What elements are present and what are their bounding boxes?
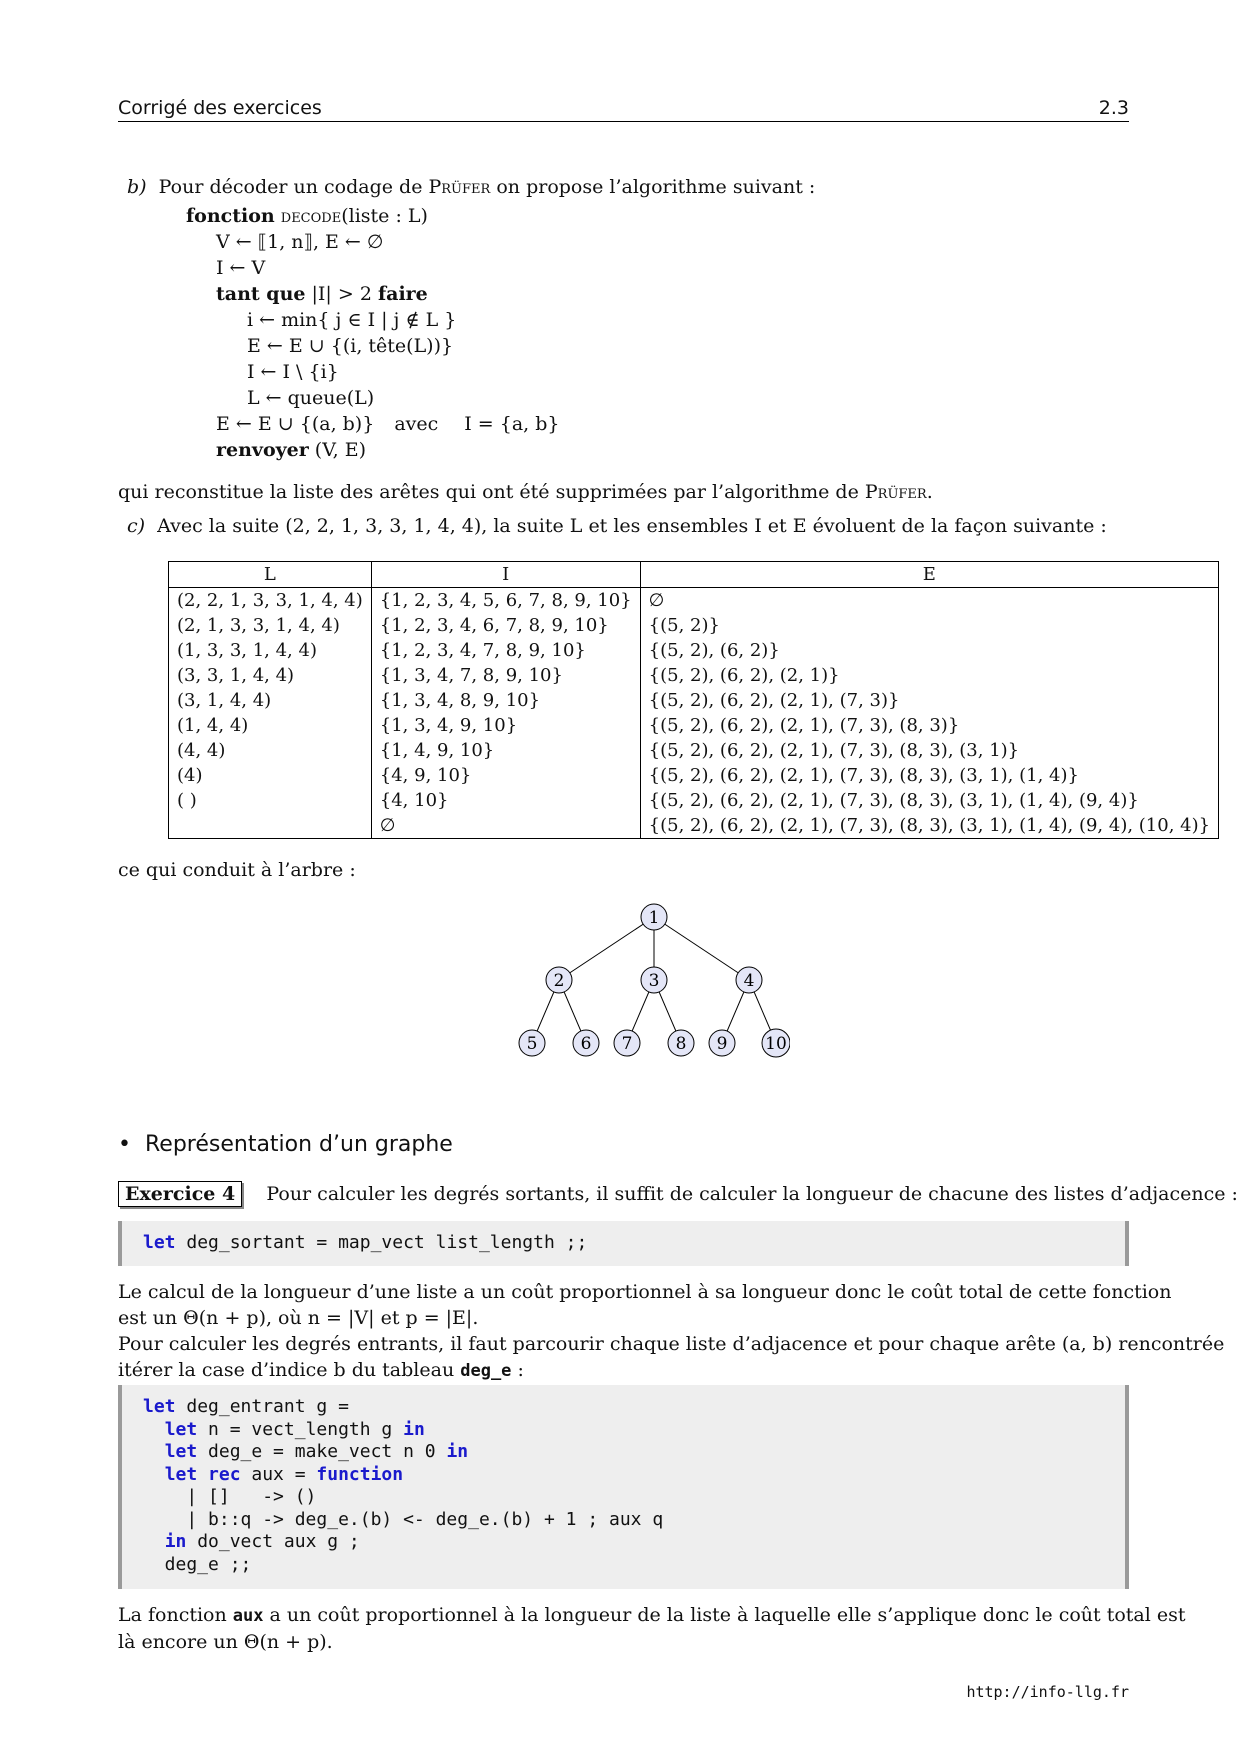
- part-b-label: b): [127, 176, 147, 198]
- table-row: [169, 663, 1219, 688]
- part-c-intro: c) Avec la suite (2, 2, 1, 3, 3, 1, 4, 4), la suite L et les ensembles I et E évoluent de la façon suivante :: [127, 515, 1107, 537]
- tree-node-label: 7: [621, 1034, 633, 1054]
- code-line: [122, 1486, 1125, 1509]
- paragraph-cost: Le calcul de la longueur d’une liste a un coût proportionnel à sa longueur donc le coût total de cette fonction est un Θ(n + p), où n = |V| et p = |E|. Pour calculer les degrés entrants, il faut parcourir chaque liste d’adjacence et pour chaque arête (a, b) rencontrée itérer la case d’indice b du tableau deg_e :: [118, 1281, 1225, 1381]
- table-cell-e: {(5, 2)}: [640, 613, 1218, 638]
- code-line: [122, 1441, 1125, 1464]
- code-keyword: function: [316, 1463, 404, 1485]
- code-block-deg-entrant: [118, 1385, 1129, 1589]
- code-line: [122, 1531, 1125, 1554]
- table-cell-i: {1, 3, 4, 7, 8, 9, 10}: [371, 663, 640, 688]
- algo-line-4: E ← E ∪ {(i, tête(L))}: [247, 335, 454, 357]
- table-cell-i: {1, 2, 3, 4, 7, 8, 9, 10}: [371, 638, 640, 663]
- code-text: | [] -> (): [143, 1486, 317, 1507]
- decode-algorithm: [186, 203, 586, 463]
- tree-node-label: 5: [526, 1034, 538, 1054]
- table-cell-i: {1, 3, 4, 8, 9, 10}: [371, 688, 640, 713]
- table-header-e: E: [640, 562, 1218, 588]
- table-row: [169, 613, 1219, 638]
- table-cell-i: {1, 4, 9, 10}: [371, 738, 640, 763]
- tree-node: [668, 1030, 694, 1056]
- tree-node-label: 8: [675, 1034, 687, 1054]
- code-text: deg_entrant g =: [175, 1396, 349, 1417]
- code-keyword: let rec: [164, 1463, 241, 1485]
- table-cell-i: {1, 2, 3, 4, 6, 7, 8, 9, 10}: [371, 613, 640, 638]
- tree-node: [641, 967, 667, 993]
- code-text: [143, 1419, 165, 1440]
- header-section-number: 2.3: [1098, 97, 1129, 119]
- algo-return: renvoyer (V, E): [216, 439, 366, 461]
- algo-while: tant que |I| > 2 faire: [216, 283, 428, 305]
- table-row: [169, 588, 1219, 614]
- tree-node: [614, 1030, 640, 1056]
- code-text: deg_e = make_vect n 0: [197, 1441, 447, 1462]
- code-text: deg_e ;;: [143, 1553, 252, 1575]
- algo-line-3: i ← min{ j ∈ I | j ∉ L }: [247, 309, 457, 331]
- table-cell-l: (3, 1, 4, 4): [169, 688, 372, 713]
- table-row: [169, 763, 1219, 788]
- tree-edge: [654, 917, 749, 980]
- tree-node: [641, 904, 667, 930]
- table-body: [169, 588, 1219, 839]
- code-text: [143, 1531, 165, 1552]
- code-line: [122, 1232, 1125, 1255]
- code-line: [122, 1419, 1125, 1442]
- code-keyword: let: [164, 1418, 198, 1440]
- table-header-i: I: [371, 562, 640, 588]
- table-row: [169, 713, 1219, 738]
- table-cell-l: (3, 3, 1, 4, 4): [169, 663, 372, 688]
- algo-line-5: I ← I \ {i}: [247, 361, 339, 383]
- table-cell-l: (2, 2, 1, 3, 3, 1, 4, 4): [169, 588, 372, 614]
- tree-node-label: 4: [743, 971, 755, 991]
- exercise-label: Exercice 4: [118, 1181, 242, 1207]
- tree-nodes: [519, 904, 790, 1057]
- table-cell-i: {1, 2, 3, 4, 5, 6, 7, 8, 9, 10}: [371, 588, 640, 614]
- algo-line-7: E ← E ∪ {(a, b)} avec I = {a, b}: [216, 413, 560, 435]
- paragraph-aux-cost: La fonction aux a un coût proportionnel à la longueur de la liste à laquelle elle s’applique donc le coût total est là encore un Θ(n + p).: [118, 1604, 1186, 1653]
- inline-code-deg-e: deg_e: [460, 1361, 512, 1381]
- code-text: do_vect aux g ;: [186, 1531, 360, 1552]
- code-line: [122, 1509, 1125, 1532]
- tree-intro: ce qui conduit à l’arbre :: [118, 859, 356, 881]
- table-cell-e: {(5, 2), (6, 2)}: [640, 638, 1218, 663]
- table-cell-l: (2, 1, 3, 3, 1, 4, 4): [169, 613, 372, 638]
- table-row: [169, 638, 1219, 663]
- code-keyword: in: [446, 1441, 469, 1462]
- table-cell-l: (4, 4): [169, 738, 372, 763]
- table-cell-i: ∅: [371, 813, 640, 839]
- algo-function-name: decode: [280, 205, 342, 227]
- code-text: deg_sortant = map_vect list_length ;;: [175, 1232, 588, 1253]
- table-cell-l: (1, 3, 3, 1, 4, 4): [169, 638, 372, 663]
- code-keyword: in: [403, 1418, 425, 1440]
- algo-line-6: L ← queue(L): [247, 387, 375, 409]
- table-cell-e: {(5, 2), (6, 2), (2, 1), (7, 3), (8, 3), (3, 1), (1, 4)}: [640, 763, 1218, 788]
- header-title: Corrigé des exercices: [118, 97, 322, 119]
- tree-node: [736, 967, 762, 993]
- algo-line-2: I ← V: [216, 257, 266, 279]
- code-text: [143, 1464, 165, 1485]
- algo-signature: fonction decode(liste : L): [186, 205, 428, 227]
- code-text: | b::q -> deg_e.(b) <- deg_e.(b) + 1 ; aux q: [143, 1508, 664, 1530]
- table-cell-e: {(5, 2), (6, 2), (2, 1), (7, 3), (8, 3)}: [640, 713, 1218, 738]
- footer-url[interactable]: http://info-llg.fr: [966, 1683, 1129, 1701]
- exercise-4-intro: Exercice 4 Pour calculer les degrés sortants, il suffit de calculer la longueur de chacune des listes d’adjacence :: [118, 1181, 1238, 1207]
- tree-node-label: 1: [648, 908, 660, 928]
- table-row: [169, 788, 1219, 813]
- table-cell-i: {4, 10}: [371, 788, 640, 813]
- table-cell-i: {4, 9, 10}: [371, 763, 640, 788]
- table-row: [169, 813, 1219, 839]
- code-keyword: let: [164, 1441, 198, 1462]
- table-row: [169, 738, 1219, 763]
- code-line: [122, 1464, 1125, 1487]
- tree-node-label: 2: [553, 971, 565, 991]
- code-text: aux =: [240, 1463, 317, 1485]
- part-c-label: c): [127, 515, 146, 537]
- tree-node: [519, 1030, 545, 1056]
- code-keyword: let: [143, 1396, 176, 1417]
- table-cell-l: [169, 813, 372, 839]
- table-cell-l: (1, 4, 4): [169, 713, 372, 738]
- code-keyword: in: [164, 1531, 187, 1552]
- code-line: [122, 1554, 1125, 1577]
- table-cell-i: {1, 3, 4, 9, 10}: [371, 713, 640, 738]
- tree-node-label: 9: [716, 1034, 728, 1054]
- algo-line-1: V ← ⟦1, n⟧, E ← ∅: [216, 231, 384, 253]
- part-b-outro: qui reconstitue la liste des arêtes qui ont été supprimées par l’algorithme de Prüfer.: [118, 481, 933, 503]
- code-text: n = vect_length g: [197, 1418, 404, 1440]
- section-heading: [118, 1132, 453, 1157]
- table-cell-l: (4): [169, 763, 372, 788]
- table-header-l: L: [169, 562, 372, 588]
- evolution-table: [168, 561, 1219, 839]
- code-keyword: let: [143, 1232, 176, 1253]
- tree-node: [709, 1030, 735, 1056]
- table-cell-e: {(5, 2), (6, 2), (2, 1), (7, 3), (8, 3), (3, 1), (1, 4), (9, 4)}: [640, 788, 1218, 813]
- tree-edge: [559, 917, 654, 980]
- table-cell-e: {(5, 2), (6, 2), (2, 1), (7, 3), (8, 3), (3, 1), (1, 4), (9, 4), (10, 4)}: [640, 813, 1218, 839]
- tree-node-label: 3: [648, 971, 660, 991]
- header-rule: [118, 121, 1129, 122]
- code-line: [122, 1396, 1125, 1419]
- table-row: [169, 688, 1219, 713]
- table-cell-e: {(5, 2), (6, 2), (2, 1), (7, 3)}: [640, 688, 1218, 713]
- code-block-deg-sortant: [118, 1221, 1129, 1266]
- section-bullet: •: [118, 1132, 131, 1157]
- tree-diagram: [450, 896, 790, 1088]
- tree-node: [546, 967, 572, 993]
- part-b-intro: b) Pour décoder un codage de Prüfer on propose l’algorithme suivant :: [127, 176, 816, 198]
- section-title: Représentation d’un graphe: [144, 1132, 453, 1157]
- table-cell-l: ( ): [169, 788, 372, 813]
- table-cell-e: {(5, 2), (6, 2), (2, 1), (7, 3), (8, 3), (3, 1)}: [640, 738, 1218, 763]
- tree-node-label: 10: [765, 1034, 787, 1054]
- inline-code-aux: aux: [232, 1606, 264, 1626]
- code-text: [143, 1441, 165, 1462]
- table-cell-e: ∅: [640, 588, 1218, 614]
- tree-node-label: 6: [580, 1034, 592, 1054]
- table-header-row: [169, 562, 1219, 588]
- table-cell-e: {(5, 2), (6, 2), (2, 1)}: [640, 663, 1218, 688]
- tree-node: [573, 1030, 599, 1056]
- prufer-name: Prüfer: [428, 176, 491, 198]
- tree-node: [762, 1029, 790, 1057]
